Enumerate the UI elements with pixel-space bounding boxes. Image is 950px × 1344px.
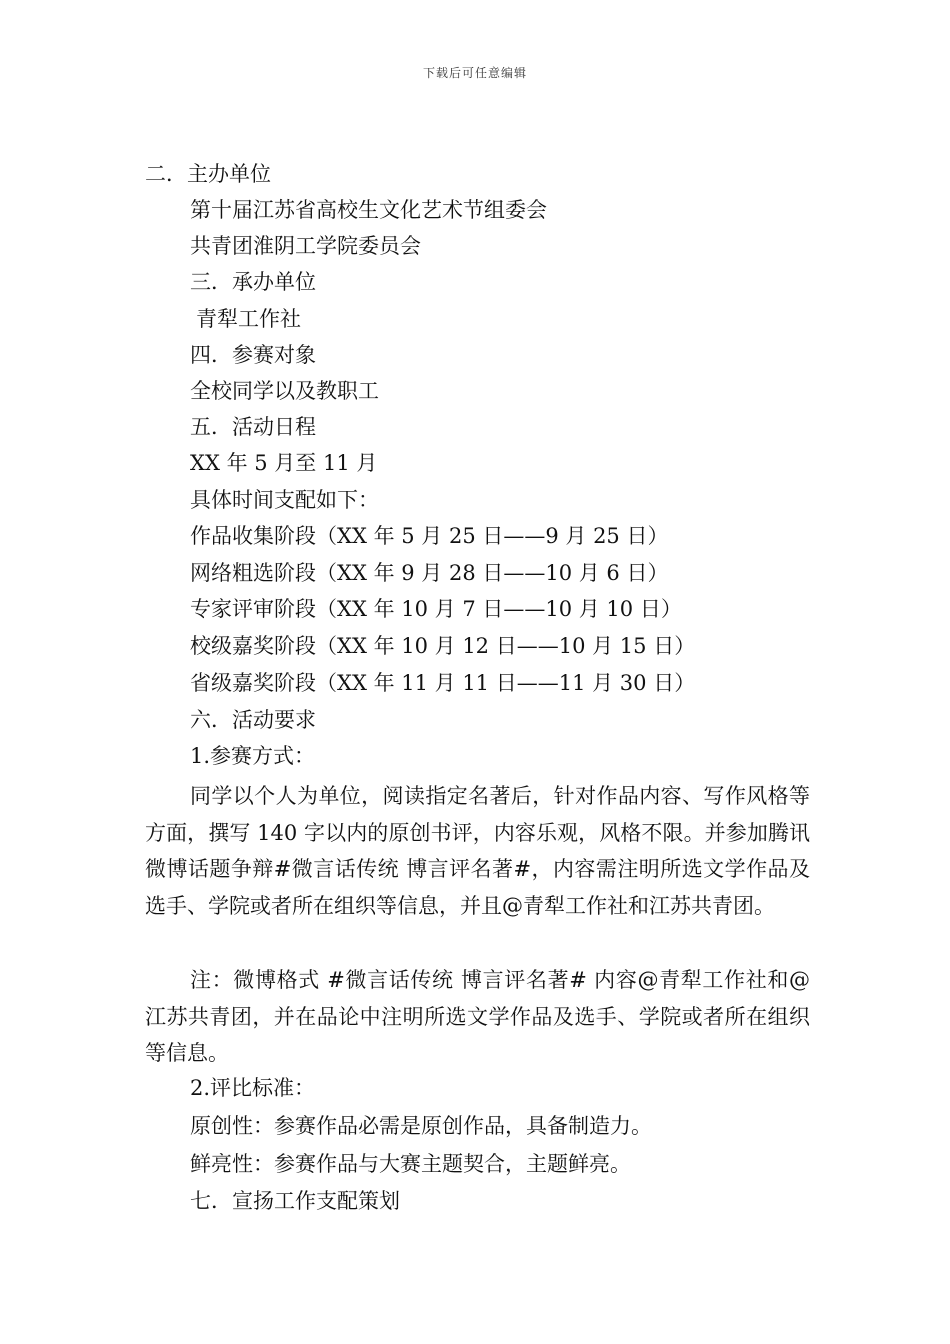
section-heading-publicity: 七．宣扬工作支配策划 (190, 1189, 400, 1213)
section-heading-participants: 四．参赛对象 (190, 343, 316, 367)
section-heading-organizer: 二．主办单位 (145, 162, 271, 186)
organizer-line: 共青团淮阴工学院委员会 (190, 234, 421, 258)
schedule-item: 校级嘉奖阶段（XX 年 10 月 12 日——10 月 15 日） (190, 634, 696, 658)
section-heading-requirements: 六．活动要求 (190, 708, 316, 732)
section-heading-host: 三．承办单位 (190, 270, 316, 294)
schedule-line: 具体时间支配如下： (190, 488, 379, 512)
host-line: 青犁工作社 (196, 307, 301, 331)
page-header: 下载后可任意编辑 (422, 66, 527, 80)
schedule-item: 作品收集阶段（XX 年 5 月 25 日——9 月 25 日） (190, 524, 669, 548)
subheading-criteria: 2.评比标准： (190, 1076, 316, 1100)
criteria-line: 原创性：参赛作品必需是原创作品，具备制造力。 (190, 1114, 652, 1138)
participants-line: 全校同学以及教职工 (190, 379, 379, 403)
schedule-item: 专家评审阶段（XX 年 10 月 7 日——10 月 10 日） (190, 597, 682, 621)
entry-method-paragraph: 同学以个人为单位，阅读指定名著后，针对作品内容、写作风格等方面，撰写 140 字以内的原创书评，内容乐观，风格不限。并参加腾讯微博话题争辩#微言话传统 博言评名著#，内容需注明所选文学作品及选手、学院或者所在组织等信息，并且@青犁工作社和江苏共青团。 (145, 784, 810, 918)
criteria-line: 鲜亮性：参赛作品与大赛主题契合，主题鲜亮。 (190, 1152, 631, 1176)
schedule-line: XX 年 5 月至 11 月 (190, 451, 378, 475)
schedule-item: 省级嘉奖阶段（XX 年 11 月 11 日——11 月 30 日） (190, 671, 696, 695)
subheading-entry-method: 1.参赛方式： (190, 744, 316, 768)
section-heading-schedule: 五．活动日程 (190, 415, 316, 439)
note-paragraph: 注：微博格式 #微言话传统 博言评名著# 内容@青犁工作社和@江苏共青团，并在品论中注明所选文学作品及选手、学院或者所在组织等信息。 (145, 968, 810, 1065)
organizer-line: 第十届江苏省高校生文化艺术节组委会 (190, 198, 547, 222)
schedule-item: 网络粗选阶段（XX 年 9 月 28 日——10 月 6 日） (190, 561, 669, 585)
